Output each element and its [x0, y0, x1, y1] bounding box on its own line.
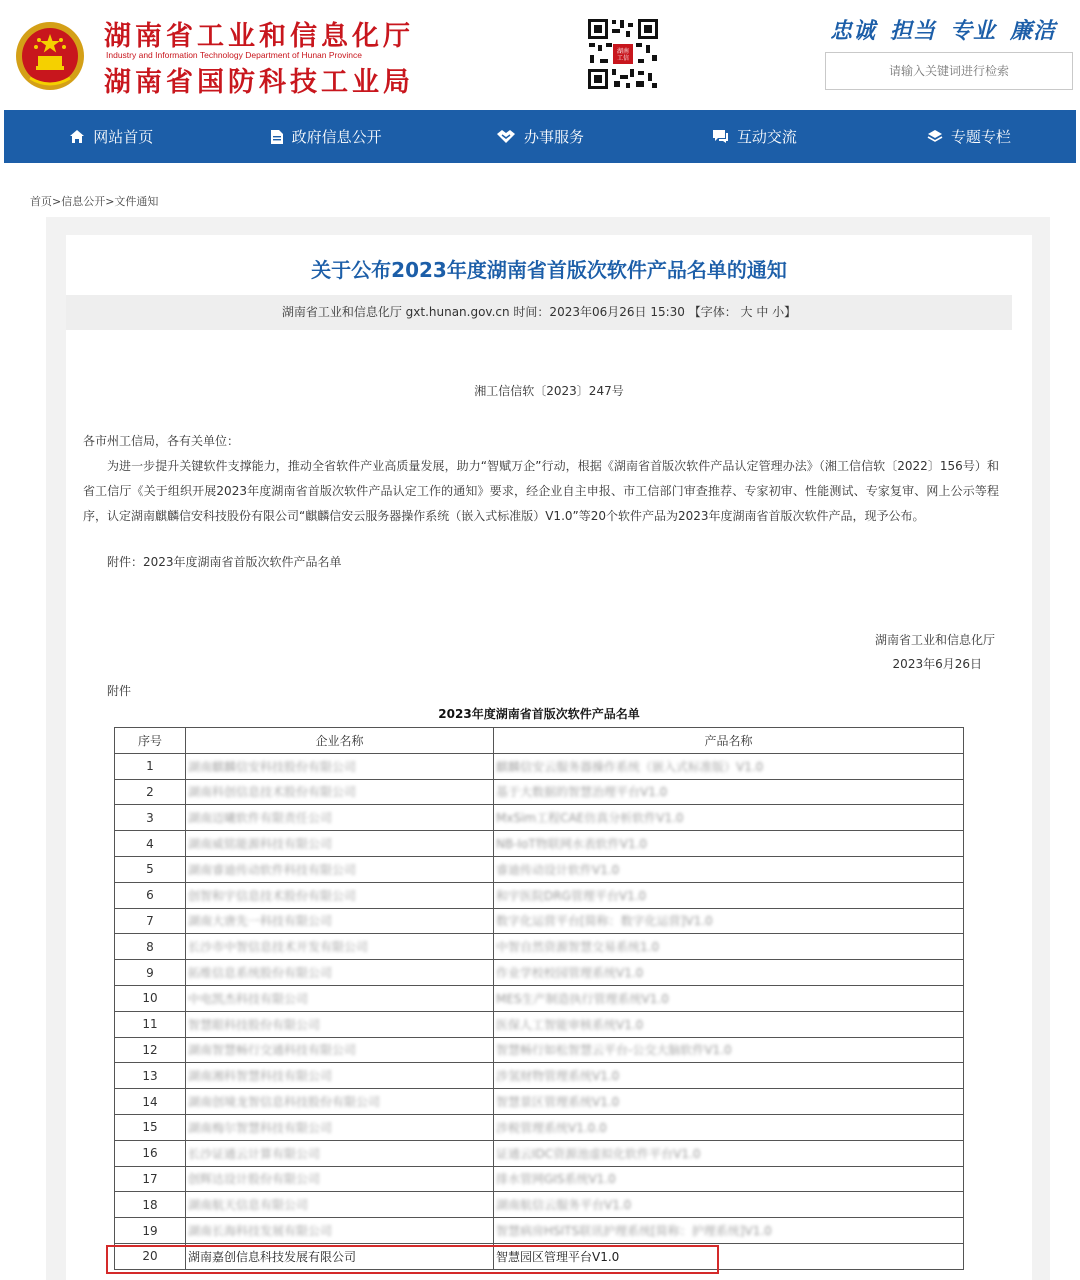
table-row	[115, 1011, 964, 1037]
product-name-cell	[494, 882, 964, 908]
product-name-cell-text: MES生产制造执行管理系统V1.0	[496, 991, 669, 1006]
row-number-cell: 2	[115, 779, 186, 805]
row-number-cell: 8	[115, 934, 186, 960]
product-name-cell-text: 排水管网GIS系统V1.0	[496, 1172, 616, 1187]
company-name-cell-text: 中电凯杰科技有限公司	[188, 991, 309, 1006]
article-body: 为进一步提升关键软件支撑能力，推动全省软件产业高质量发展，助力“智赋万企”行动，根据《湖南省首版次软件产品认定管理办法》（湘工信信软〔2022〕156号）和省工信厅《关于组织开展2023年度湖南省首版次软件产品认定工作的通知》要求，经企业自主申报、市工信部门审查推荐、专家初审、性能测试、专家复审、网上公示等程序，认定湖南麒麟信安科技股份有限公司“麒麟信安云服务器操作系统（嵌入式标准版）V1.0”等20个软件产品为2023年度湖南省首版次软件产品，现予公布。	[83, 459, 999, 523]
signature-date: 2023年6月26日	[892, 657, 982, 671]
company-name-cell	[186, 1243, 494, 1269]
company-name-cell	[186, 934, 494, 960]
nav-item-gov-info[interactable]	[218, 110, 432, 163]
table-row	[115, 1140, 964, 1166]
product-name-cell-text: 作业学校校园管理系统V1.0	[496, 966, 644, 981]
product-name-cell-text: 证通云IDC资源池虚拟化软件平台V1.0	[496, 1146, 701, 1161]
company-name-cell	[186, 1089, 494, 1115]
product-name-cell	[494, 1011, 964, 1037]
company-name-cell-text: 湖南航天信息有限公司	[188, 1198, 309, 1213]
document-number: 湘工信信软〔2023〕247号	[474, 384, 624, 398]
company-name-cell-text: 湖南湘科智慧科技有限公司	[188, 1069, 333, 1084]
product-list-table	[114, 727, 964, 1270]
table-header-row	[115, 728, 964, 754]
motto-word: 忠诚	[830, 19, 877, 44]
company-name-cell-text: 湖南长海科技发展有限公司	[188, 1224, 333, 1239]
layers-icon	[927, 129, 943, 144]
company-name-cell-text: 湖南创境龙智信息科技股份有限公司	[188, 1095, 381, 1110]
product-name-cell	[494, 960, 964, 986]
product-name-cell-text: 涉税管理系统V1.0.0	[496, 1120, 607, 1135]
product-name-cell	[494, 1218, 964, 1244]
product-name-cell-text: 涉氢财物管理系统V1.0	[496, 1069, 620, 1084]
product-name-cell-text: MxSim工程CAE仿真分析软件V1.0	[496, 811, 684, 826]
row-number-cell: 16	[115, 1140, 186, 1166]
site-title-english: Industry and Information Technology Department of Hunan Province	[106, 50, 362, 60]
product-name-cell	[494, 985, 964, 1011]
column-header: 产品名称	[494, 728, 964, 754]
product-name-cell	[494, 1114, 964, 1140]
row-number-cell: 10	[115, 985, 186, 1011]
row-number-cell: 19	[115, 1218, 186, 1244]
table-row	[115, 1192, 964, 1218]
row-number-cell: 12	[115, 1037, 186, 1063]
motto-word: 廉洁	[1010, 19, 1057, 44]
table-row	[115, 856, 964, 882]
row-number-cell: 7	[115, 908, 186, 934]
company-name-cell-text: 湖南麒麟信安科技股份有限公司	[188, 759, 357, 774]
table-row	[115, 882, 964, 908]
company-name-cell	[186, 779, 494, 805]
nav-item-label: 专题专栏	[950, 128, 1011, 146]
nav-item-label: 政府信息公开	[291, 128, 382, 146]
product-name-cell-text: 医保人工智能审核系统V1.0	[496, 1017, 644, 1032]
table-row	[115, 1063, 964, 1089]
table-row	[115, 960, 964, 986]
product-name-cell	[494, 1089, 964, 1115]
product-name-cell-text: 和宇医院DRG管理平台V1.0	[496, 888, 647, 903]
table-row	[115, 1166, 964, 1192]
product-name-cell	[494, 1166, 964, 1192]
row-number-cell: 1	[115, 753, 186, 779]
product-name-cell	[494, 1192, 964, 1218]
row-number-cell: 15	[115, 1114, 186, 1140]
company-name-cell	[186, 1192, 494, 1218]
svg-text:湖南: 湖南	[616, 48, 630, 55]
nav-item-topics[interactable]	[862, 110, 1076, 163]
attachment-link[interactable]: 附件：2023年度湖南省首版次软件产品名单	[107, 555, 342, 569]
company-name-cell-text: 创辉达设计股份有限公司	[188, 1172, 321, 1187]
nav-item-services[interactable]	[433, 110, 647, 163]
company-name-cell	[186, 1114, 494, 1140]
row-number-cell: 5	[115, 856, 186, 882]
product-name-cell-text: NB-IoT物联网水表软件V1.0	[496, 837, 648, 852]
company-name-cell	[186, 753, 494, 779]
table-row	[115, 985, 964, 1011]
company-name-cell-text: 湖南科创信息技术股份有限公司	[188, 785, 357, 800]
company-name-cell	[186, 856, 494, 882]
search-input[interactable]: 请输入关键词进行检索	[825, 52, 1073, 90]
nav-item-label: 互动交流	[736, 128, 797, 146]
table-row	[115, 779, 964, 805]
row-number-cell: 4	[115, 831, 186, 857]
home-icon	[69, 129, 85, 144]
article-title: 关于公布2023年度湖南省首版次软件产品名单的通知	[311, 258, 787, 282]
row-number-cell: 9	[115, 960, 186, 986]
product-name-cell	[494, 831, 964, 857]
product-name-cell	[494, 1037, 964, 1063]
table-title: 2023年度湖南省首版次软件产品名单	[438, 707, 640, 721]
column-header: 序号	[115, 728, 186, 754]
company-name-cell	[186, 960, 494, 986]
attachment-label: 附件	[107, 684, 132, 698]
salutation: 各市州工信局，各有关单位：	[83, 434, 240, 448]
site-title-secondary: 湖南省国防科技工业局	[104, 67, 414, 98]
product-name-cell-text: 麒麟信安云服务器操作系统（嵌入式标准版）V1.0	[496, 759, 764, 774]
table-row	[115, 1218, 964, 1244]
product-name-cell-text: 中智自然资源智慧交易系统1.0	[496, 940, 660, 955]
qr-code-icon	[586, 17, 660, 91]
product-name-cell-text: 智慧园区管理平台V1.0	[496, 1249, 620, 1264]
company-name-cell-text: 湖南睿迪传动软件科技有限公司	[188, 862, 357, 877]
nav-item-home[interactable]	[4, 110, 218, 163]
company-name-cell-text: 创智和宇信息技术股份有限公司	[188, 888, 357, 903]
company-name-cell	[186, 882, 494, 908]
product-name-cell	[494, 934, 964, 960]
company-name-cell	[186, 831, 494, 857]
national-emblem-icon	[14, 20, 86, 92]
signature-organization: 湖南省工业和信息化厅	[874, 633, 995, 647]
company-name-cell-text: 拓维信息系统股份有限公司	[188, 966, 333, 981]
site-header	[0, 0, 1080, 110]
product-name-cell	[494, 1063, 964, 1089]
row-number-cell: 13	[115, 1063, 186, 1089]
row-number-cell: 17	[115, 1166, 186, 1192]
product-name-cell	[494, 753, 964, 779]
document-icon	[270, 129, 284, 145]
breadcrumb[interactable]: 首页>信息公开>文件通知	[30, 195, 159, 208]
product-name-cell	[494, 1140, 964, 1166]
table-row	[115, 1089, 964, 1115]
product-name-cell	[494, 805, 964, 831]
table-row	[115, 934, 964, 960]
row-number-cell: 18	[115, 1192, 186, 1218]
product-name-cell	[494, 1243, 964, 1269]
product-name-cell-text: 睿迪传动设计软件V1.0	[496, 862, 620, 877]
company-name-cell	[186, 1011, 494, 1037]
company-name-cell	[186, 1218, 494, 1244]
company-name-cell-text: 智慧眼科技股份有限公司	[188, 1017, 321, 1032]
company-name-cell-text: 长沙市中智信息技术开发有限公司	[188, 940, 369, 955]
company-name-cell-text: 湖南威铭能源科技有限公司	[188, 837, 333, 852]
product-name-cell	[494, 779, 964, 805]
company-name-cell	[186, 1063, 494, 1089]
svg-text:工信: 工信	[616, 55, 630, 62]
company-name-cell-text: 湖南梅尔智慧科技有限公司	[188, 1120, 333, 1135]
column-header: 企业名称	[186, 728, 494, 754]
nav-item-interaction[interactable]	[647, 110, 861, 163]
product-name-cell-text: 湖南航信云服务平台V1.0	[496, 1198, 632, 1213]
table-row	[115, 1114, 964, 1140]
table-row	[115, 831, 964, 857]
table-row	[115, 908, 964, 934]
row-number-cell: 14	[115, 1089, 186, 1115]
site-title-primary: 湖南省工业和信息化厅	[104, 21, 414, 52]
company-name-cell-text: 长沙证通云计算有限公司	[188, 1146, 321, 1161]
company-name-cell	[186, 985, 494, 1011]
row-number-cell: 6	[115, 882, 186, 908]
motto-word: 担当	[890, 19, 937, 44]
nav-item-label: 办事服务	[524, 128, 585, 146]
company-name-cell	[186, 908, 494, 934]
table-row	[115, 753, 964, 779]
company-name-cell	[186, 1037, 494, 1063]
table-row	[115, 1243, 964, 1269]
company-name-cell	[186, 805, 494, 831]
motto-word: 专业	[950, 19, 997, 44]
nav-item-label: 网站首页	[93, 128, 154, 146]
product-name-cell-text: 智慧畅行如松智慧云平台-公交大脑软件V1.0	[496, 1043, 732, 1058]
product-name-cell-text: 智慧病房HSITS联讯护理系统[简称：护理系统]V1.0	[496, 1224, 772, 1239]
company-name-cell-text: 湖南嘉创信息科技发展有限公司	[188, 1249, 357, 1264]
chat-icon	[712, 129, 729, 144]
company-name-cell-text: 湖南大唐先一科技有限公司	[188, 914, 333, 929]
product-name-cell-text: 基于大数据的智慧治理平台V1.0	[496, 785, 668, 800]
table-row	[115, 1037, 964, 1063]
product-name-cell-text: 智慧景区管理系统V1.0	[496, 1095, 620, 1110]
product-name-cell	[494, 908, 964, 934]
row-number-cell: 20	[115, 1243, 186, 1269]
company-name-cell-text: 湖南迈曦软件有限责任公司	[188, 811, 333, 826]
company-name-cell	[186, 1166, 494, 1192]
row-number-cell: 11	[115, 1011, 186, 1037]
row-number-cell: 3	[115, 805, 186, 831]
article-container	[66, 235, 1032, 1280]
handshake-icon	[496, 129, 516, 144]
product-name-cell-text: 数字化运营平台[简称：数字化运营]V1.0	[496, 914, 713, 929]
table-row	[115, 805, 964, 831]
motto-slogan	[830, 14, 1070, 45]
article-meta: 湖南省工业和信息化厅 gxt.hunan.gov.cn 时间：2023年06月26日 15:30 【字体： 大 中 小】	[66, 295, 1012, 330]
product-name-cell	[494, 856, 964, 882]
main-nav	[4, 110, 1076, 163]
company-name-cell-text: 湖南智慧畅行交通科技有限公司	[188, 1043, 357, 1058]
company-name-cell	[186, 1140, 494, 1166]
